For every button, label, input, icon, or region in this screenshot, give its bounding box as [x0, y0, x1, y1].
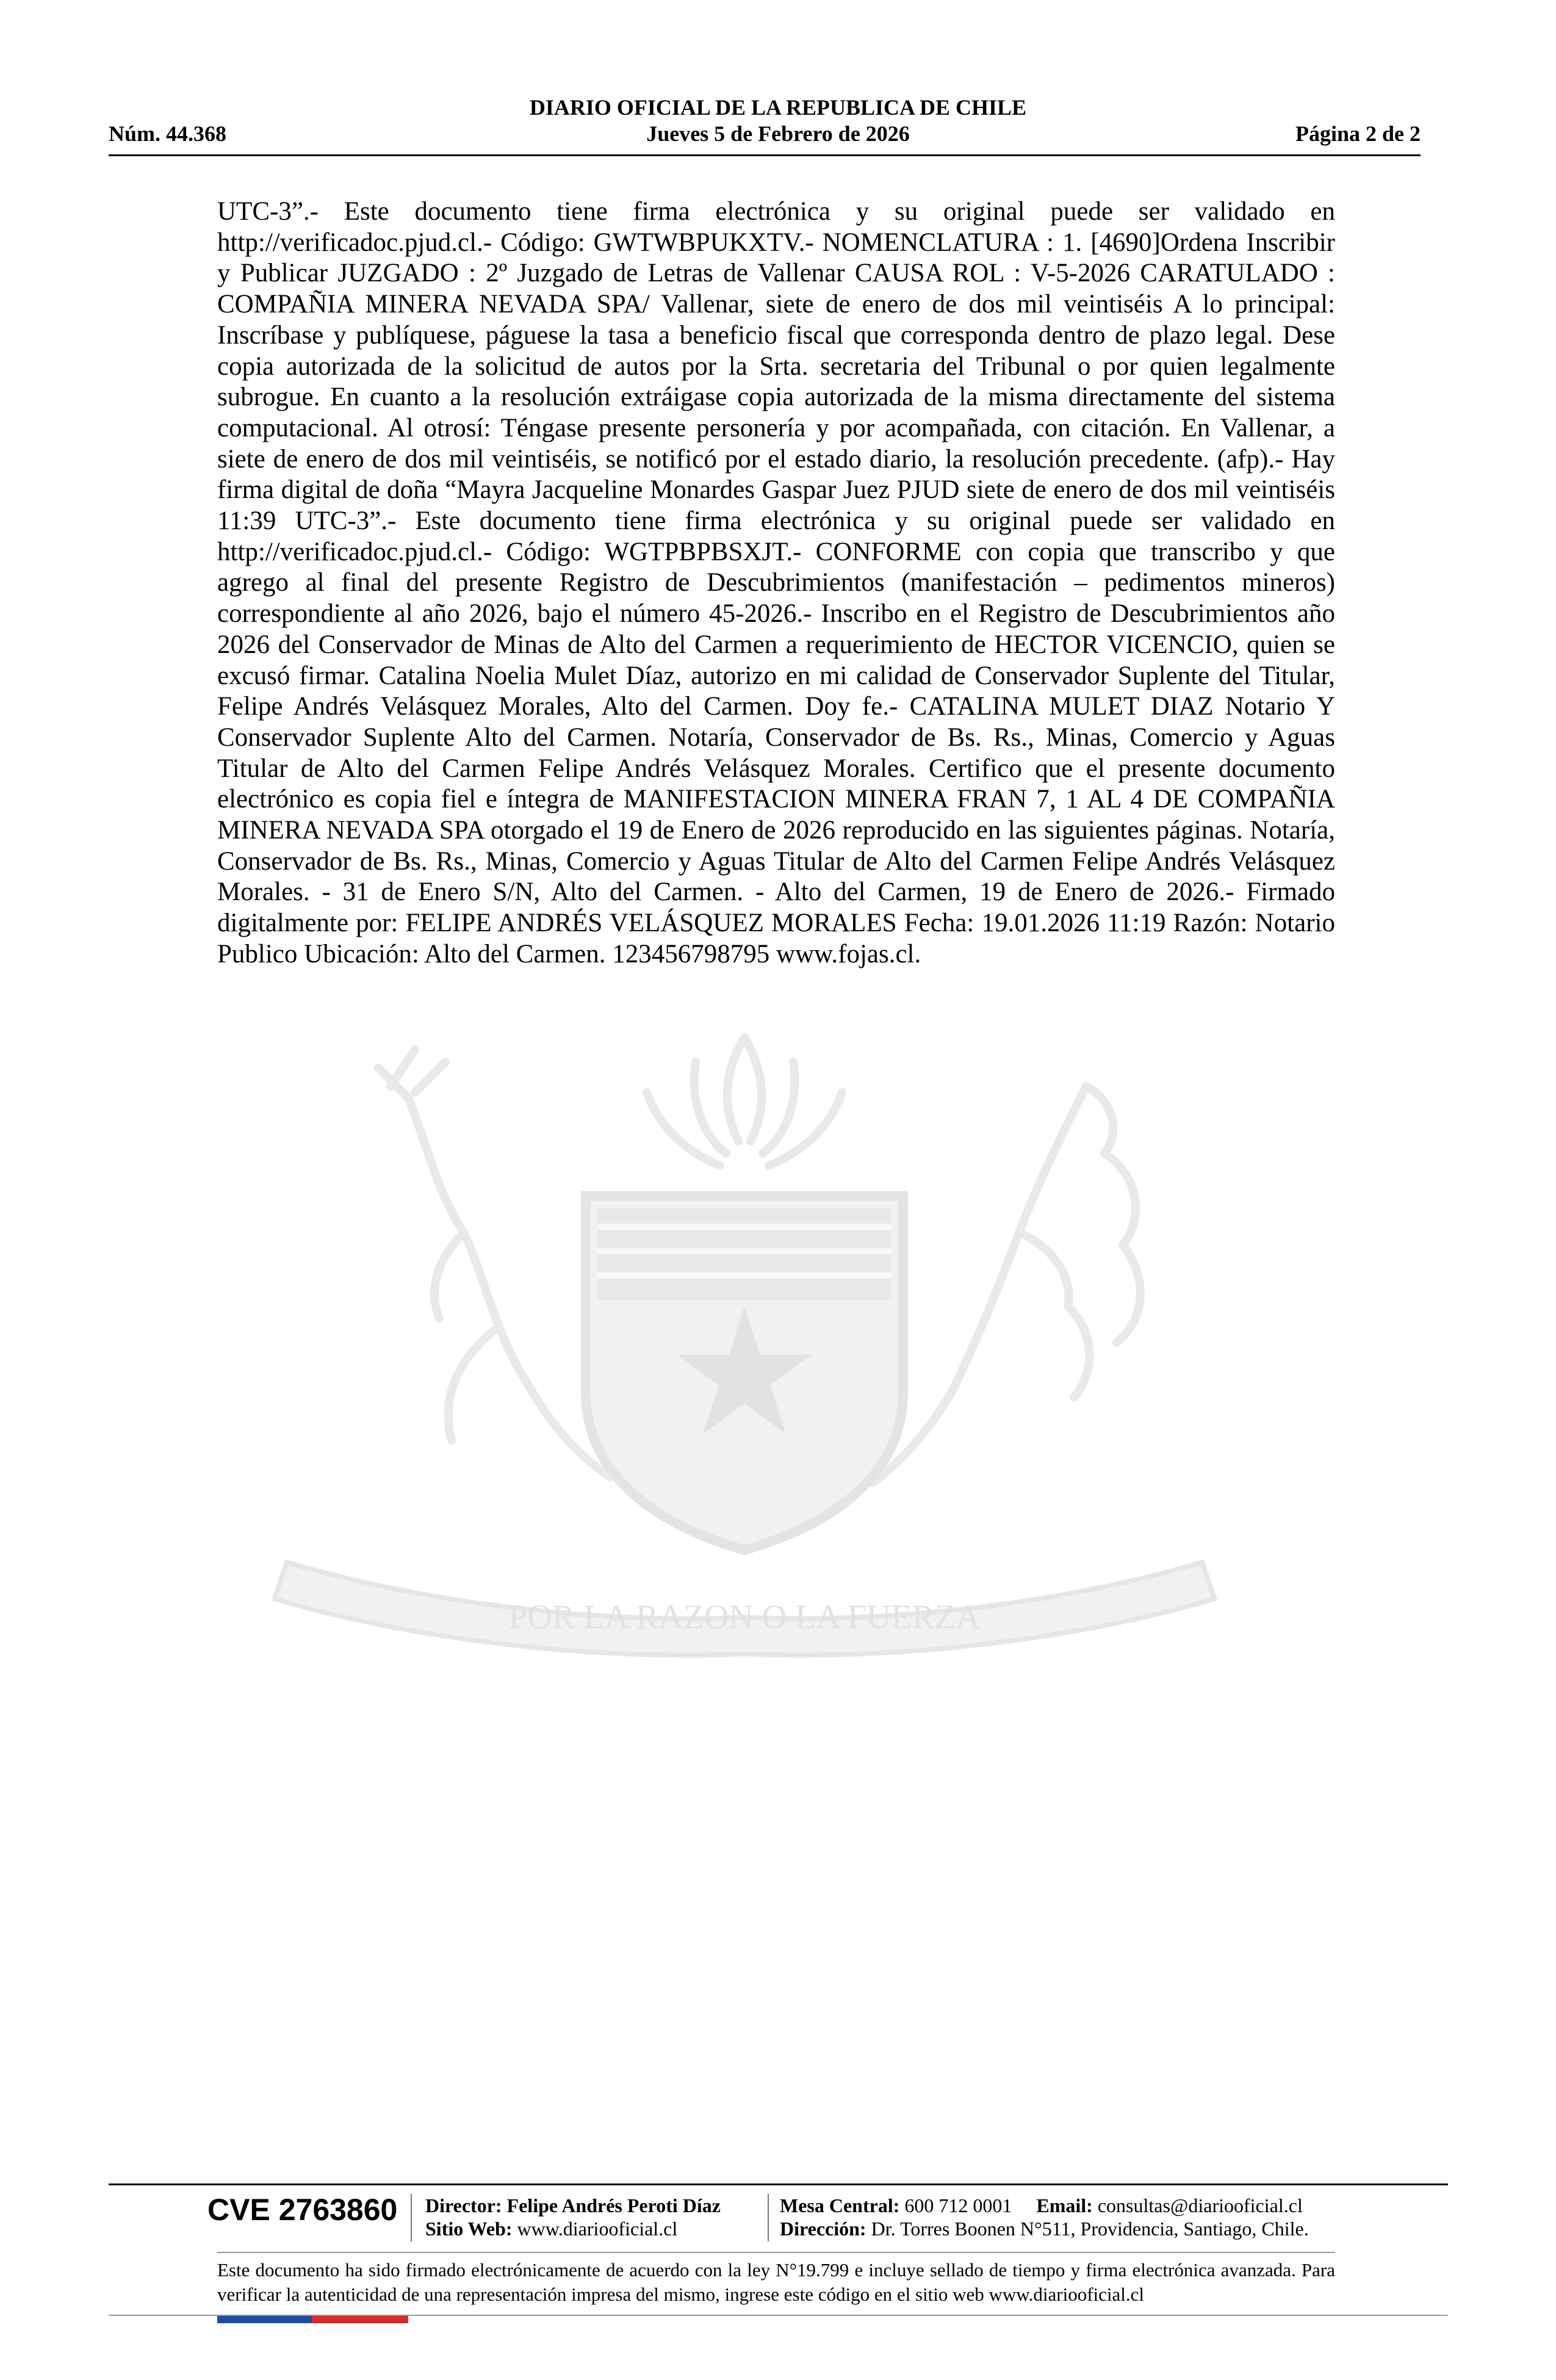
flag-stripe-blue: [217, 2316, 312, 2323]
issue-number: Núm. 44.368: [109, 121, 227, 146]
document-body: UTC-3”.- Este documento tiene firma electrónica y su original puede ser validado en http://verificadoc.pjud.cl.- Código: GWTWBPUKXTV.- NOMENCLATURA : 1. [4690]Ordena Inscribir y Publicar JUZGADO : 2º Juzgado de Letras de Vallenar CAUSA ROL : V-5-2026 CARATULADO : COMPAÑIA MINERA NEVADA SPA/ Vallenar, siete de enero de dos mil veintiséis A lo principal: Inscríbase y publíquese, páguese la tasa a beneficio fiscal que corresponda dentro de plazo legal. Dese copia autorizada de la solicitud de autos por la Srta. secretaria del Tribunal o por quien legalmente subrogue. En cuanto a la resolución extráigase copia autorizada de la misma directamente del sistema computacional. Al otrosí: Téngase presente personería y por acompañada, con citación. En Vallenar, a siete de enero de dos mil veintiséis, se notificó por el estado diario, la resolución precedente. (afp).- Hay firma digital de doña “Mayra Jacqueline Monardes Gaspar Juez PJUD siete de enero de dos mil veintiséis 11:39 UTC-3”.- Este documento tiene firma electrónica y su original puede ser validado en http://verificadoc.pjud.cl.- Código: WGTPBPBSXJT.- CONFORME con copia que transcribo y que agrego al final del presente Registro de Descubrimientos (manifestación – pedimentos mineros) correspondiente al año 2026, bajo el número 45-2026.- Inscribo en el Registro de Descubrimientos año 2026 del Conservador de Minas de Alto del Carmen a requerimiento de HECTOR VICENCIO, quien se excusó firmar. Catalina Noelia Mulet Díaz, autorizo en mi calidad de Conservador Suplente del Titular, Felipe Andrés Velásquez Morales, Alto del Carmen. Doy fe.- CATALINA MULET DIAZ Notario Y Conservador Suplente Alto del Carmen. Notaría, Conservador de Bs. Rs., Minas, Comercio y Aguas Titular de Alto del Carmen Felipe Andrés Velásquez Morales. Certifico que el presente documento electrónico es copia fiel e íntegra de MANIFESTACION MINERA FRAN 7, 1 AL 4 DE COMPAÑIA MINERA NEVADA SPA otorgado el 19 de Enero de 2026 reproducido en las siguientes páginas. Notaría, Conservador de Bs. Rs., Minas, Comercio y Aguas Titular de Alto del Carmen Felipe Andrés Velásquez Morales. - 31 de Enero S/N, Alto del Carmen. - Alto del Carmen, 19 de Enero de 2026.- Firmado digitalmente por: FELIPE ANDRÉS VELÁSQUEZ MORALES Fecha: 19.01.2026 11:19 Razón: Notario Publico Ubicación: Alto del Carmen. 123456798795 www.fojas.cl.: [217, 197, 1335, 968]
newspaper-title: DIARIO OFICIAL DE LA REPUBLICA DE CHILE: [529, 95, 1027, 120]
footer-address: [780, 2218, 1309, 2240]
footer-separator: [768, 2194, 769, 2241]
email-link[interactable]: consultas@diariooficial.cl: [1097, 2194, 1303, 2216]
footer-director: [425, 2194, 721, 2217]
mesa-phone: 600 712 0001: [904, 2194, 1012, 2216]
footer-separator: [411, 2194, 412, 2241]
cve-code: CVE 2763860: [207, 2193, 398, 2227]
director-label: Director:: [425, 2194, 502, 2216]
email-label: Email:: [1036, 2194, 1093, 2216]
footer-website: [425, 2218, 677, 2240]
issue-date: Jueves 5 de Febrero de 2026: [646, 121, 910, 146]
coat-of-arms-watermark-icon: [207, 1013, 1281, 1660]
flag-stripe-red: [312, 2316, 408, 2323]
director-name: Felipe Andrés Peroti Díaz: [506, 2194, 721, 2216]
mesa-label: Mesa Central:: [780, 2194, 900, 2216]
address-label: Dirección:: [780, 2218, 866, 2240]
website-label: Sitio Web:: [425, 2218, 513, 2240]
footer-contact: [780, 2194, 1303, 2217]
address-value: Dr. Torres Boonen N°511, Providencia, Santiago, Chile.: [871, 2218, 1309, 2240]
website-link[interactable]: www.diariooficial.cl: [517, 2218, 678, 2240]
footer-top-divider: [109, 2183, 1448, 2185]
watermark-motto: POR LA RAZON O LA FUERZA: [508, 1598, 981, 1636]
footer-mid-divider: [217, 2252, 1335, 2253]
page-number: Página 2 de 2: [1295, 121, 1421, 146]
footer-legal-note: Este documento ha sido firmado electrónicamente de acuerdo con la ley N°19.799 e incluye sellado de tiempo y firma electrónica avanzada. Para verificar la autenticidad de una representación impresa del mismo, ingrese este código en el sitio web www.diariooficial.cl: [217, 2259, 1335, 2305]
header-divider: [109, 154, 1421, 156]
